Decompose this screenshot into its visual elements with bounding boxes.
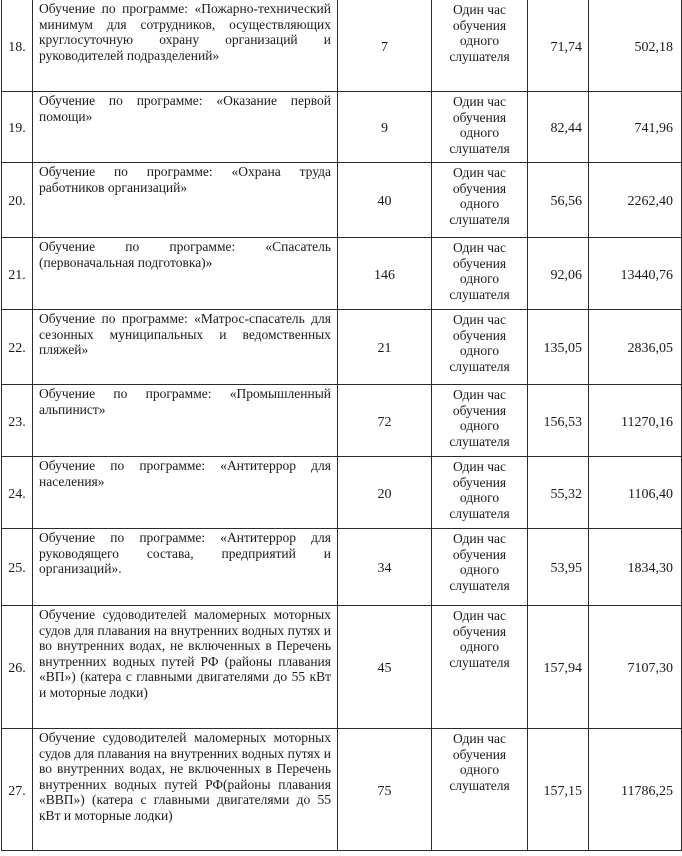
unit-line: одного	[459, 562, 500, 577]
total-cost: 13440,76	[589, 238, 682, 310]
course-name: Обучение судоводителей маломерных моторных судов для плавания на внутренних водных путях и во внутренних водах, не включенных в Перечень внутренних водных путей РФ(районы плавания «ВВП») (катера с главными двигателями до 55 кВт и моторные лодки)	[33, 729, 338, 851]
unit-line: одного	[459, 196, 500, 211]
total-cost: 2836,05	[589, 310, 682, 385]
unit-line: Один час	[452, 165, 507, 180]
unit-line: слушателя	[449, 433, 510, 449]
table-row	[2, 0, 682, 92]
total-cost: 1834,30	[589, 529, 682, 606]
row-number: 26.	[2, 606, 33, 729]
total-cost: 741,96	[589, 92, 682, 163]
unit-line: слушателя	[449, 286, 510, 302]
unit-line: слушателя	[449, 140, 510, 156]
price-per-hour: 53,95	[528, 529, 589, 606]
row-number: 25.	[2, 529, 33, 606]
course-name: Обучение по программе: «Спасатель (первоначальная подготовка)»	[33, 238, 338, 310]
unit-of-measure	[432, 385, 528, 457]
unit-line: обучения	[452, 402, 507, 418]
hours-count: 146	[338, 238, 432, 310]
unit-line: слушателя	[449, 577, 510, 593]
price-per-hour: 157,94	[528, 606, 589, 729]
unit-line: обучения	[452, 546, 507, 562]
unit-line: одного	[459, 343, 500, 358]
unit-line: обучения	[452, 327, 507, 343]
price-table	[1, 0, 682, 851]
unit-line: слушателя	[449, 211, 510, 227]
table-row	[2, 92, 682, 163]
course-name: Обучение по программе: «Антитеррор для руководящего состава, предприятий и организаций».	[33, 529, 338, 606]
unit-of-measure	[432, 729, 528, 851]
unit-of-measure	[432, 529, 528, 606]
table-row	[2, 238, 682, 310]
hours-count: 40	[338, 163, 432, 238]
total-cost: 502,18	[589, 0, 682, 92]
table-row	[2, 310, 682, 385]
unit-line: Один час	[452, 531, 507, 546]
unit-line: слушателя	[449, 777, 510, 793]
unit-line: Один час	[452, 731, 507, 746]
row-number: 24.	[2, 457, 33, 529]
unit-of-measure	[432, 0, 528, 92]
unit-line: одного	[459, 33, 500, 48]
course-name: Обучение по программе: «Промышленный альпинист»	[33, 385, 338, 457]
row-number: 23.	[2, 385, 33, 457]
unit-line: слушателя	[449, 358, 510, 374]
total-cost: 1106,40	[589, 457, 682, 529]
row-number: 27.	[2, 729, 33, 851]
unit-line: Один час	[452, 2, 507, 17]
unit-line: одного	[459, 490, 500, 505]
table-row	[2, 729, 682, 851]
table-row	[2, 457, 682, 529]
hours-count: 7	[338, 0, 432, 92]
course-name: Обучение судоводителей маломерных моторных судов для плавания на внутренних водных путях и во внутренних водах, не включенных в Перечень внутренних водных путей РФ (районы плавания «ВП») (катера с главными двигателями до 55 кВт и моторные лодки)	[33, 606, 338, 729]
unit-line: Один час	[452, 608, 507, 623]
row-number: 21.	[2, 238, 33, 310]
course-name: Обучение по программе: «Охрана труда работников организаций»	[33, 163, 338, 238]
table-row	[2, 385, 682, 457]
price-per-hour: 55,32	[528, 457, 589, 529]
price-per-hour: 92,06	[528, 238, 589, 310]
hours-count: 72	[338, 385, 432, 457]
unit-line: обучения	[452, 746, 507, 762]
hours-count: 34	[338, 529, 432, 606]
total-cost: 7107,30	[589, 606, 682, 729]
table-row	[2, 163, 682, 238]
total-cost: 11786,25	[589, 729, 682, 851]
price-per-hour: 135,05	[528, 310, 589, 385]
course-name: Обучение по программе: «Антитеррор для населения»	[33, 457, 338, 529]
course-name: Обучение по программе: «Матрос-спасатель для сезонных муниципальных и ведомственных пляжей»	[33, 310, 338, 385]
price-per-hour: 156,53	[528, 385, 589, 457]
unit-line: обучения	[452, 180, 507, 196]
total-cost: 2262,40	[589, 163, 682, 238]
unit-line: обучения	[452, 255, 507, 271]
hours-count: 20	[338, 457, 432, 529]
unit-line: слушателя	[449, 48, 510, 64]
price-per-hour: 157,15	[528, 729, 589, 851]
unit-line: одного	[459, 125, 500, 140]
course-name: Обучение по программе: «Пожарно-технический минимум для сотрудников, осуществляющих круглосуточную охрану организаций и руководителей подразделений»	[33, 0, 338, 92]
unit-of-measure	[432, 606, 528, 729]
hours-count: 45	[338, 606, 432, 729]
unit-line: одного	[459, 639, 500, 654]
row-number: 19.	[2, 92, 33, 163]
unit-line: Один час	[452, 459, 507, 474]
hours-count: 9	[338, 92, 432, 163]
unit-of-measure	[432, 163, 528, 238]
total-cost: 11270,16	[589, 385, 682, 457]
unit-line: одного	[459, 762, 500, 777]
unit-line: Один час	[452, 312, 507, 327]
unit-of-measure	[432, 457, 528, 529]
unit-of-measure	[432, 310, 528, 385]
price-per-hour: 82,44	[528, 92, 589, 163]
table-row	[2, 529, 682, 606]
table-row	[2, 606, 682, 729]
unit-line: слушателя	[449, 505, 510, 521]
hours-count: 75	[338, 729, 432, 851]
unit-line: обучения	[452, 109, 507, 125]
row-number: 20.	[2, 163, 33, 238]
course-name: Обучение по программе: «Оказание первой помощи»	[33, 92, 338, 163]
unit-of-measure	[432, 92, 528, 163]
unit-line: обучения	[452, 474, 507, 490]
row-number: 22.	[2, 310, 33, 385]
row-number: 18.	[2, 0, 33, 92]
unit-of-measure	[432, 238, 528, 310]
unit-line: слушателя	[449, 654, 510, 670]
unit-line: Один час	[452, 240, 507, 255]
table-body	[2, 0, 682, 851]
hours-count: 21	[338, 310, 432, 385]
unit-line: Один час	[452, 387, 507, 402]
unit-line: Один час	[452, 94, 507, 109]
unit-line: обучения	[452, 17, 507, 33]
unit-line: одного	[459, 271, 500, 286]
unit-line: обучения	[452, 623, 507, 639]
price-per-hour: 56,56	[528, 163, 589, 238]
unit-line: одного	[459, 418, 500, 433]
price-per-hour: 71,74	[528, 0, 589, 92]
